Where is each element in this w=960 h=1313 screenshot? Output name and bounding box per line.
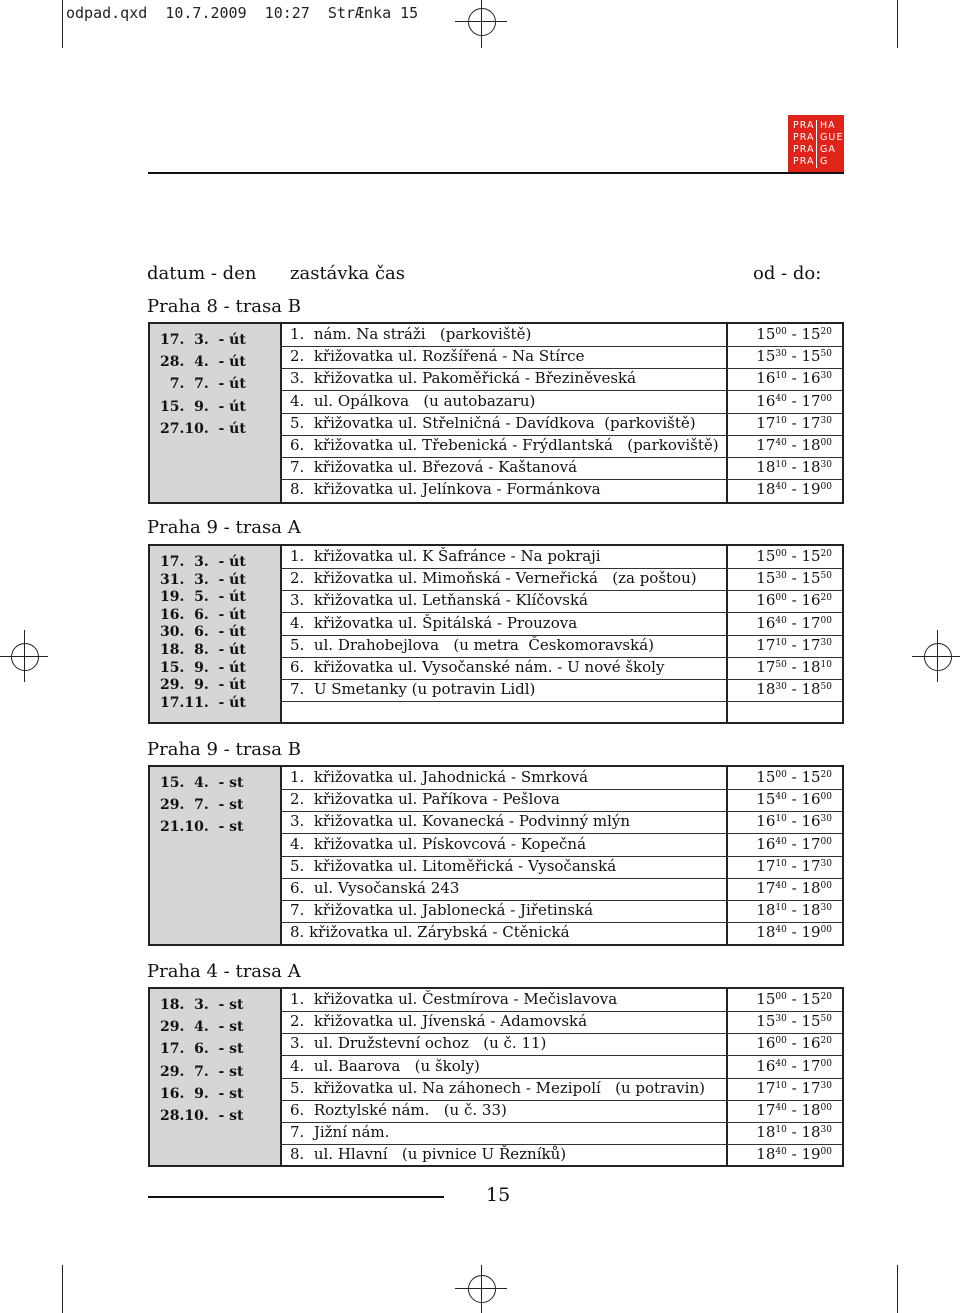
praha-logo: PRA PRA PRA PRA HA GUE GA G — [788, 115, 844, 173]
date-entry: 15. 9. - út — [160, 659, 246, 676]
table-row — [280, 701, 842, 723]
stop-name: 7. křižovatka ul. Březová - Kaštanová — [290, 458, 578, 477]
time-range: $16^{10} - 16^{30}$ — [756, 369, 832, 388]
table-row — [280, 479, 842, 501]
time-range: $18^{40} - 19^{00}$ — [756, 923, 832, 942]
table-row — [280, 435, 842, 458]
date-entry: 17.11. - út — [160, 694, 246, 711]
time-range: $15^{00} - 15^{20}$ — [756, 547, 832, 565]
stop-name: 4. ul. Baarova (u školy) — [290, 1056, 480, 1075]
date-entry: 7. 7. - út — [160, 376, 246, 393]
crop-mark — [897, 0, 898, 48]
time-range: $17^{10} - 17^{30}$ — [756, 413, 832, 432]
registration-mark — [924, 643, 952, 671]
table-row — [280, 568, 842, 591]
registration-mark — [468, 8, 496, 36]
date-entry: 18. 3. - st — [160, 997, 244, 1013]
stop-name: 4. ul. Opálkova (u autobazaru) — [290, 391, 536, 410]
schedule-table — [148, 544, 844, 724]
time-range: $16^{00} - 16^{20}$ — [756, 1034, 832, 1053]
print-slug: odpad.qxd 10.7.2009 10:27 StrÆnka 15 — [66, 4, 419, 22]
table-row — [280, 413, 842, 436]
stop-name: 7. křižovatka ul. Jablonecká - Jiřetinská — [290, 901, 594, 920]
date-entry: 29. 7. - st — [160, 1063, 244, 1080]
table-row — [280, 878, 842, 901]
section-title: Praha 8 - trasa B — [147, 296, 301, 317]
time-range: $18^{10} - 18^{30}$ — [756, 901, 832, 920]
date-column — [150, 546, 282, 722]
table-row — [280, 457, 842, 480]
stop-name: 7. Jižní nám. — [290, 1123, 390, 1142]
table-row — [280, 1011, 842, 1034]
table-row — [280, 635, 842, 658]
stop-name: 4. křižovatka ul. Špitálská - Prouzova — [290, 613, 578, 632]
stop-name: 2. křižovatka ul. Rozšířená - Na Stírce — [290, 347, 585, 366]
stop-name: 3. ul. Družstevní ochoz (u č. 11) — [290, 1034, 547, 1053]
date-entry: 16. 6. - út — [160, 606, 246, 623]
date-entry: 27.10. - út — [160, 420, 246, 437]
date-entry: 29. 9. - út — [160, 677, 246, 694]
time-range: $15^{30} - 15^{50}$ — [756, 1012, 832, 1031]
time-range: $18^{40} - 19^{00}$ — [756, 480, 832, 499]
table-row — [280, 679, 842, 702]
date-entry: 15. 4. - st — [160, 775, 244, 791]
time-range: $15^{40} - 16^{00}$ — [756, 790, 832, 809]
crop-mark — [897, 1265, 898, 1313]
table-row — [280, 391, 842, 414]
crop-mark — [62, 1265, 63, 1313]
table-row — [280, 922, 842, 944]
column-header-date: datum - den — [147, 263, 257, 284]
time-range: $18^{10} - 18^{30}$ — [756, 458, 832, 477]
schedule-table — [148, 322, 844, 504]
footer-rule — [148, 1196, 444, 1198]
stop-name: 3. křižovatka ul. Pakoměřická - Březiněveská — [290, 369, 637, 388]
stop-name: 5. křižovatka ul. Na záhonech - Mezipolí (u potravin) — [290, 1078, 705, 1097]
table-row — [280, 1056, 842, 1079]
time-range: $18^{10} - 18^{30}$ — [756, 1123, 832, 1142]
stop-name: 1. křižovatka ul. K Šafránce - Na pokraji — [290, 547, 601, 565]
date-entry: 31. 3. - út — [160, 571, 246, 588]
column-header-stop: zastávka čas — [290, 263, 405, 284]
time-range: $15^{30} - 15^{50}$ — [756, 569, 832, 588]
stop-name: 3. křižovatka ul. Kovanecká - Podvinný mlýn — [290, 812, 631, 831]
table-row — [280, 900, 842, 923]
date-entry: 21.10. - st — [160, 819, 244, 836]
date-entry: 28. 4. - út — [160, 354, 246, 371]
stop-name: 2. křižovatka ul. Paříkova - Pešlova — [290, 790, 560, 809]
table-row — [280, 346, 842, 369]
date-entry: 17. 3. - út — [160, 332, 246, 348]
stop-name: 8. křižovatka ul. Jelínkova - Formánkova — [290, 480, 601, 499]
stop-name: 8. ul. Hlavní (u pivnice U Řezníků) — [290, 1145, 567, 1164]
table-row — [280, 613, 842, 636]
time-range: $17^{10} - 17^{30}$ — [756, 635, 832, 654]
stop-name: 7. U Smetanky (u potravin Lidl) — [290, 680, 536, 699]
header-rule — [148, 172, 844, 174]
stop-name: 1. křižovatka ul. Čestmírova - Mečislavova — [290, 990, 618, 1008]
section-title: Praha 9 - trasa A — [147, 517, 301, 538]
time-range: $15^{30} - 15^{50}$ — [756, 347, 832, 366]
time-range: $15^{00} - 15^{20}$ — [756, 768, 832, 786]
stop-name: 5. křižovatka ul. Litoměřická - Vysočanská — [290, 856, 617, 875]
time-range: $16^{40} - 17^{00}$ — [756, 834, 832, 853]
table-row — [280, 368, 842, 391]
crop-mark — [62, 0, 63, 48]
time-range: $16^{40} - 17^{00}$ — [756, 1056, 832, 1075]
time-range: $17^{40} - 18^{00}$ — [756, 879, 832, 897]
registration-mark — [468, 1275, 496, 1303]
time-range: $16^{00} - 16^{20}$ — [756, 591, 832, 610]
stop-name: 5. křižovatka ul. Střelničná - Davídkova (parkoviště) — [290, 413, 696, 432]
table-row — [280, 1144, 842, 1166]
table-row — [280, 789, 842, 812]
stop-name: 1. nám. Na stráži (parkoviště) — [290, 325, 532, 343]
table-row — [280, 834, 842, 857]
time-range: $16^{40} - 17^{00}$ — [756, 613, 832, 632]
table-row — [280, 657, 842, 680]
time-range: $15^{00} - 15^{20}$ — [756, 325, 832, 343]
table-row — [280, 1033, 842, 1056]
table-row — [280, 1122, 842, 1145]
date-entry: 15. 9. - út — [160, 398, 246, 415]
time-range: $17^{40} - 18^{00}$ — [756, 436, 832, 454]
registration-mark — [11, 643, 39, 671]
stop-name: 6. křižovatka ul. Třebenická - Frýdlantská (parkoviště) — [290, 436, 719, 454]
section-title: Praha 4 - trasa A — [147, 961, 301, 982]
stop-name: 2. křižovatka ul. Mimoňská - Verneřická (za poštou) — [290, 569, 697, 588]
time-range: $17^{10} - 17^{30}$ — [756, 856, 832, 875]
date-entry: 16. 9. - st — [160, 1085, 244, 1102]
date-column — [150, 989, 282, 1165]
date-entry: 17. 3. - út — [160, 554, 246, 570]
table-row — [280, 1078, 842, 1101]
table-row — [280, 856, 842, 879]
stop-name: 3. křižovatka ul. Letňanská - Klíčovská — [290, 591, 588, 610]
time-range: $18^{40} - 19^{00}$ — [756, 1145, 832, 1164]
date-entry: 17. 6. - st — [160, 1041, 244, 1058]
date-entry: 29. 4. - st — [160, 1019, 244, 1036]
time-range: $16^{40} - 17^{00}$ — [756, 391, 832, 410]
table-row — [280, 767, 842, 790]
time-range: $17^{10} - 17^{30}$ — [756, 1078, 832, 1097]
time-range: $17^{40} - 18^{00}$ — [756, 1101, 832, 1119]
stop-name: 4. křižovatka ul. Pískovcová - Kopečná — [290, 834, 587, 853]
page-number: 15 — [486, 1184, 511, 1206]
table-row — [280, 546, 842, 569]
date-entry: 19. 5. - út — [160, 589, 246, 606]
stop-name: 2. křižovatka ul. Jívenská - Adamovská — [290, 1012, 588, 1031]
stop-name: 8. křižovatka ul. Zárybská - Ctěnická — [290, 923, 570, 942]
stop-name: 6. křižovatka ul. Vysočanské nám. - U nové školy — [290, 658, 665, 676]
date-column — [150, 767, 282, 944]
date-entry: 18. 8. - út — [160, 642, 246, 658]
date-entry: 28.10. - st — [160, 1108, 244, 1124]
table-row — [280, 989, 842, 1012]
date-column — [150, 324, 282, 502]
time-range: $17^{50} - 18^{10}$ — [756, 658, 832, 676]
stop-name: 1. křižovatka ul. Jahodnická - Smrková — [290, 768, 589, 786]
schedule-table — [148, 765, 844, 946]
table-row — [280, 324, 842, 347]
section-title: Praha 9 - trasa B — [147, 739, 301, 760]
table-row — [280, 1100, 842, 1123]
time-range: $16^{10} - 16^{30}$ — [756, 812, 832, 831]
table-row — [280, 590, 842, 613]
stop-name: 6. Roztylské nám. (u č. 33) — [290, 1101, 507, 1119]
date-entry: 29. 7. - st — [160, 797, 244, 814]
time-range: $15^{00} - 15^{20}$ — [756, 990, 832, 1008]
time-range: $18^{30} - 18^{50}$ — [756, 680, 832, 699]
stop-name: 5. ul. Drahobejlova (u metra Českomoravská) — [290, 635, 655, 654]
column-header-time: od - do: — [753, 263, 822, 284]
schedule-table — [148, 987, 844, 1167]
table-row — [280, 811, 842, 834]
date-entry: 30. 6. - út — [160, 624, 246, 641]
stop-name: 6. ul. Vysočanská 243 — [290, 879, 460, 897]
